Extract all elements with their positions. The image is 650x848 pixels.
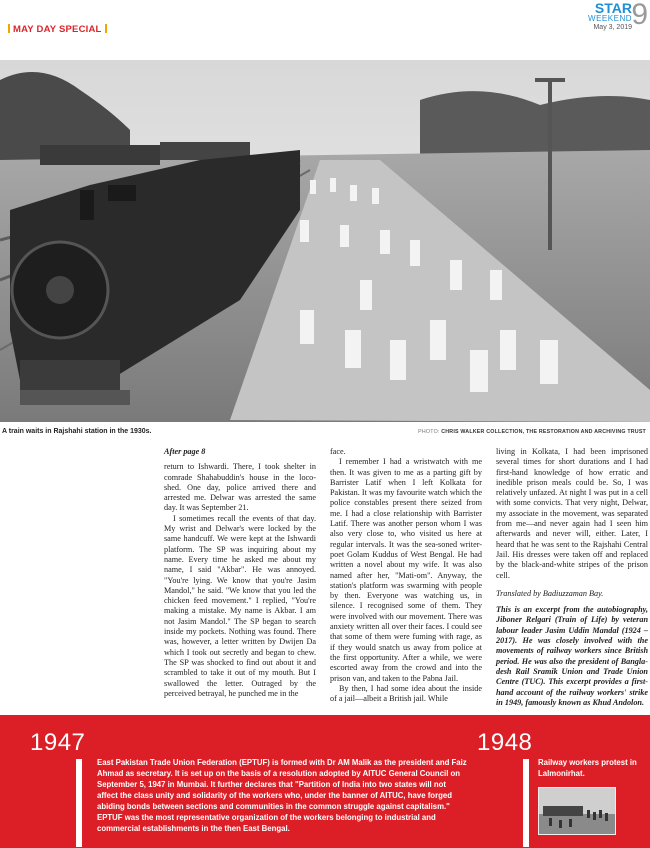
photo-credit: [418, 429, 646, 435]
section-bar-left: [8, 24, 10, 33]
paragraph: I remember I had a wristwatch with me then. It was given to me as a parting gift by Barrister Latif when I left Kolkata for Pakistan. It was my favourite watch which the police constables present there seized from me. I had a close relationship with Barrister Latif. There was another person whom I was also very close to, who visited us here at regular intervals. It was the sea-soned writer-poet Golam Kuddus of West Bengal. He had written a novel about my wife. It was also named after her, "Mati-om". Anyway, the station's platform was swarming with people by then. Everyone was watching us, in silence. I recognised some of them. They were involved with our movement. There was anxiety written all over their faces. I could see that some of them were fuming with rage, as if they would snatch us away from police at the first opportunity. After a while, we were escorted away from the crowd and into the prison van, and taken to the Pabna Jail.: [330, 457, 482, 683]
section-bar-right: [105, 24, 107, 33]
paragraph: I sometimes recall the events of that day. My wrist and Delwar's were locked by the same handcuff. We were kept at the Ishwardi platform. The SP was inquiring about my name. Every time he asked me about my name, I said "Akbar". He was annoyed. "You're lying. We know that you're Jasim Mandol," he said. "We know that you led the chicken feed movement." I replied, "You're making a mistake. My name is Akbar. I am not Jasim Mandol." The SP began to search inside my pockets. Nothing was found. There was, however, a letter written by Dwijen Da which I took out secretly and began to chew. The SP was shocked to find out about it and scrambled to take it out of my mouth. But I swallowed the letter. Outraged by the perceived betrayal, he punched me in the: [164, 513, 316, 698]
page-number: 9: [631, 0, 648, 31]
section-label: [5, 24, 110, 35]
paragraph: return to Ishwardi. There, I took shelter in comrade Shahabuddin's house in the loco-shed. One day, police arrived there and arrested me. Delwar was arrested the same day. It was September 21.: [164, 462, 316, 513]
timeline-year: 1948: [477, 729, 533, 756]
brand-logo: STAR: [594, 0, 632, 16]
protest-thumbnail-image: [539, 788, 615, 834]
translator-credit: Translated by Badiuzzaman Bay.: [496, 588, 604, 598]
credit-label: PHOTO:: [418, 429, 440, 435]
paragraph: face.: [330, 447, 346, 456]
issue-date: May 3, 2019: [593, 24, 632, 31]
page-header: [0, 0, 650, 60]
excerpt-note: This is an excerpt from the autobiography, Jiboner Relgari (Train of Life) by veteran labour leader Jasim Uddin Mandal (1924 – 2017). He was closely involved with the movements of railway workers since British period. He was also the president of Bangla-desh Rail Sramik Union and Trade Union Centre (TUC). This excerpt provides a first-hand account of the railway workers' strike in 1949, famously known as Khud Andolon.: [496, 605, 648, 707]
article-column-2: [330, 447, 482, 704]
photo-caption: A train waits in Rajshahi station in the 1930s.: [2, 428, 152, 435]
paragraph: By then, I had some idea about the inside of a jail—albeit a British jail. While: [330, 683, 482, 704]
timeline-text: East Pakistan Trade Union Federation (EPTUF) is formed with Dr AM Malik as the president and Faiz Ahmad as secretary. It is set up on the basis of a resolution adopted by AITUC General Council on September 5, 1947 in Mumbai. It further declares that "Partition of India into two states will not affect the class unity and solidarity of the workers who, under the banner of AITUC, have forged abiding bonds between sections and communities in the common struggle against capitalism." EPTUF was the most representative organization of the workers belonging to industrial and commercial establishments in the then East Bengal.: [97, 758, 467, 833]
timeline-band: [0, 715, 650, 848]
protest-thumbnail: [538, 787, 616, 835]
article-column-1: [164, 447, 316, 699]
article-column-3: [496, 447, 648, 708]
timeline-bar: [523, 759, 529, 847]
train-station-photo: [0, 60, 650, 422]
after-page-note: After page 8: [164, 447, 206, 456]
timeline-bar: [76, 759, 82, 847]
brand-sub: WEEKEND: [588, 14, 632, 23]
timeline-text: Railway workers protest in Lalmonirhat.: [538, 758, 637, 778]
main-photo: [0, 60, 650, 422]
credit-source: CHRIS WALKER COLLECTION, THE RESTORATION AND ARCHIVING TRUST: [441, 429, 646, 435]
timeline-year: 1947: [30, 729, 86, 756]
section-title: MAY DAY SPECIAL: [13, 24, 102, 35]
brand-block: [588, 2, 632, 32]
paragraph: living in Kolkata, I had been imprisoned several times for short durations and I had first-hand knowledge of how erratic and inedible prison meals could be. So, I was relatively unfazed. At night I was put in a cell with some convicts. That very night, Delwar, my associate in the movement, was separated from me—and never again had I seen him afterwards and never will, either. Later, I heard that he was sent to the Rajshahi Central Jail. His dresses were taken off and replaced by the black-and-white stripes of the prison cell.: [496, 447, 648, 580]
